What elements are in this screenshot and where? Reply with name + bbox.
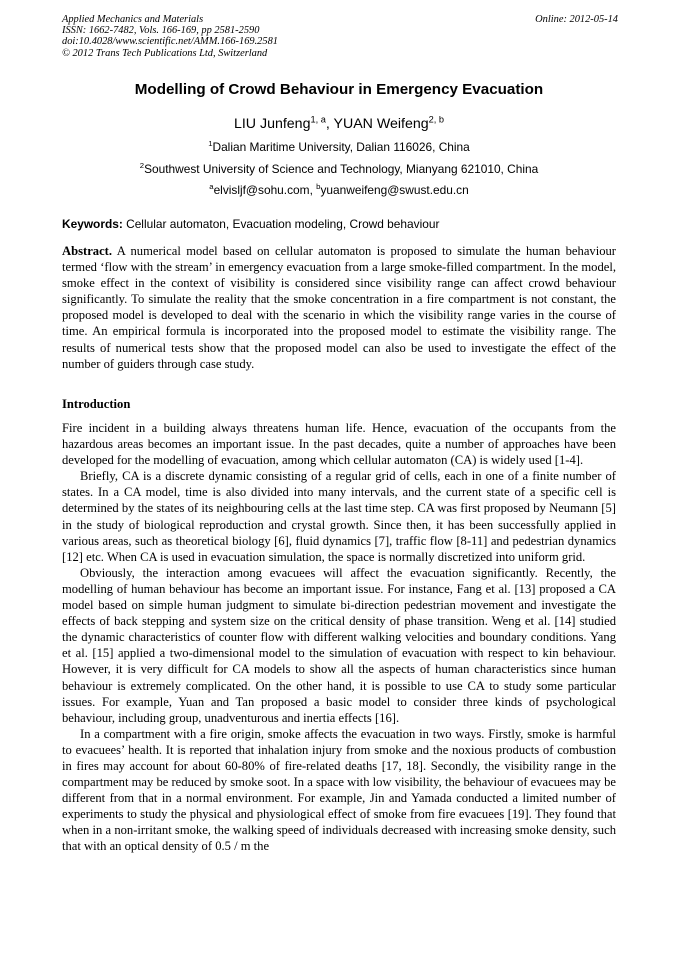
affiliation-1	[0, 140, 678, 154]
author-name: YUAN Weifeng	[333, 116, 429, 132]
author-separator: ,	[325, 116, 334, 132]
email-line	[0, 183, 678, 197]
copyright-line: © 2012 Trans Tech Publications Ltd, Switzerland	[62, 47, 268, 59]
paragraph: In a compartment with a fire origin, smoke affects the evacuation in two ways. Firstly, smoke is harmful to evacuees’ health. It is reported that inhalation injury from smoke and the noxious products of combustion in fires may account for about 60-80% of fire-related deaths [17, 18]. Secondly, the visibility range in the compartment may be reduced by smoke soot. In a space with low visibility, the behaviour of evacuees may be different from that in a normal environment. For example, Jin and Yamada conducted a limited number of experiments to study the physical and physiological effect of smoke from fire evacuees [19]. They found that when in a non-irritant smoke, the walking speed of individuals decreased with increasing smoke density, such that with an optical density of 0.5 / m the	[62, 726, 616, 854]
author-affiliation-mark: 1, a	[310, 114, 326, 125]
email-link[interactable]: yuanweifeng@swust.edu.cn	[320, 183, 469, 197]
keywords	[62, 217, 439, 231]
email-link[interactable]: elvisljf@sohu.com	[213, 183, 310, 197]
section-heading-introduction: Introduction	[62, 397, 131, 411]
paper-title: Modelling of Crowd Behaviour in Emergency Evacuation	[134, 81, 544, 98]
email-separator: ,	[309, 183, 317, 197]
journal-header	[62, 14, 618, 59]
paragraph: Briefly, CA is a discrete dynamic consisting of a regular grid of cells, each in one of a finite number of states. In a CA model, time is also divided into many intervals, and the current state of a specific cell is determined by the states of its neighbouring cells at the last time step. CA was first proposed by Neumann [5] in the study of biological reproduction and crystal growth. Since then, it has been successfully applied in various areas, such as theoretical biology [6], fluid dynamics [7], traffic flow [8-11] and pedestrian dynamics [12] etc. When CA is used in evacuation simulation, the space is normally discretized into uniform grid.	[62, 469, 616, 564]
abstract-text: A numerical model based on cellular automaton is proposed to simulate the human behaviour termed ‘flow with the stream’ in emergency evacuation from a large smoke-filled compartment. In the model, smoke effect in the context of visibility is considered since visibility range can affect crowd behaviour significantly. To simulate the reality that the smoke concentration in a fire compartment is not constant, the proposed model is developed to deal with the scenario in which the visibility range varies in the course of time. An empirical formula is incorporated into the proposed model to estimate the visibility range. The results of numerical tests show that the proposed model can also be used to investigate the effect of the number of guiders through case study.	[62, 244, 616, 371]
keywords-text: Cellular automaton, Evacuation modeling, Crowd behaviour	[126, 217, 440, 231]
keywords-label: Keywords:	[62, 217, 123, 231]
author-name: LIU Junfeng	[233, 116, 311, 132]
affiliation-mark: 1	[208, 139, 213, 149]
affiliation-mark: 2	[139, 161, 145, 171]
introduction-body	[62, 420, 616, 855]
affiliation-text: Southwest University of Science and Technology, Mianyang 621010, China	[144, 162, 539, 176]
affiliation-2	[0, 162, 678, 176]
doi-line[interactable]: doi:10.4028/www.scientific.net/AMM.166-169.2581	[62, 36, 278, 48]
affiliation-text: Dalian Maritime University, Dalian 116026, China	[212, 140, 470, 154]
issn-line: ISSN: 1662-7482, Vols. 166-169, pp 2581-2590	[62, 25, 260, 37]
paragraph: Fire incident in a building always threatens human life. Hence, evacuation of the occupants from the hazardous areas becomes an important issue. In the past decades, quite a number of approaches have been developed for the modelling of evacuation, among which cellular automaton (CA) is widely used [1-4].	[62, 421, 616, 468]
author-list	[0, 116, 678, 132]
abstract	[62, 243, 616, 372]
abstract-label: Abstract.	[62, 244, 113, 258]
online-date: Online: 2012-05-14	[535, 14, 618, 25]
author-affiliation-mark: 2, b	[428, 114, 445, 125]
email-mark: a	[209, 182, 214, 192]
paragraph: Obviously, the interaction among evacuees will affect the evacuation significantly. Recently, the modelling of human behaviour has become an important issue. For instance, Fang et al. [13] proposed a CA model based on simple human judgment to simulate bi-direction pedestrian movement and investigate the effects of back stepping and system size on the critical density of phase transition. Weng et al. [14] studied the dynamic characteristics of counter flow with different walking velocities and boundary conditions. Yang et al. [15] applied a two-dimensional model to the simulation of evacuation with respect to kin behaviour. However, it is very difficult for CA models to show all the aspects of human characteristics since human behaviour is extremely complicated. On the other hand, it is possible to use CA to study some particular issues. For example, Yuan and Tan proposed a basic model to consider three kinds of psychological behaviour, including group, unadventurous and inertia effects [16].	[62, 565, 616, 725]
journal-name: Applied Mechanics and Materials	[62, 14, 204, 25]
email-mark: b	[316, 182, 321, 192]
